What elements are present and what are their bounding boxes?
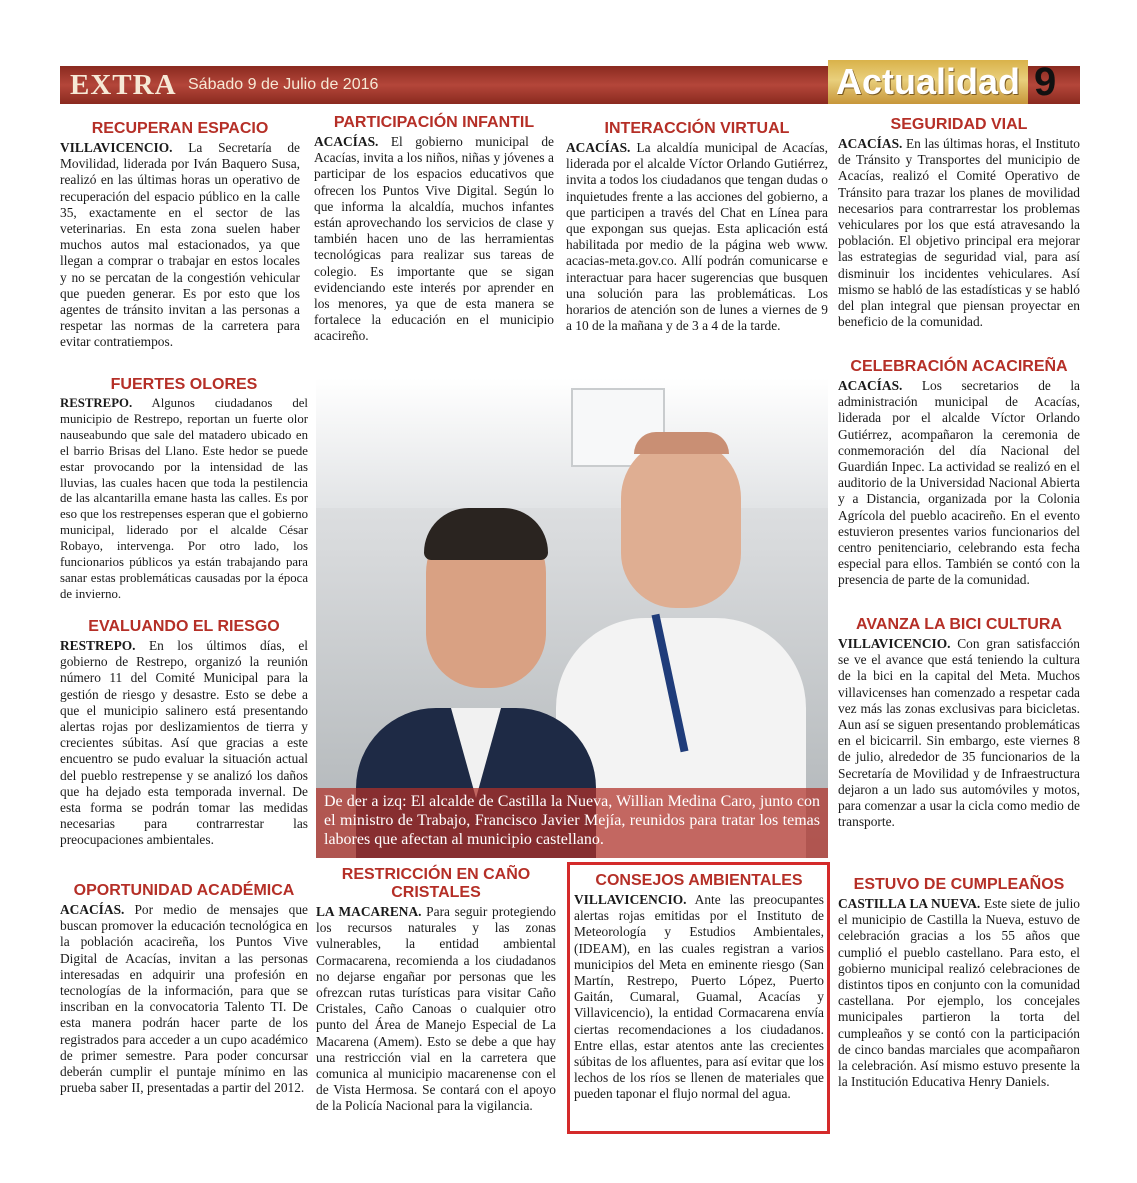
article-dateline: RESTREPO. bbox=[60, 638, 136, 653]
article-dateline: CASTILLA LA NUEVA. bbox=[838, 896, 981, 911]
article-headline: OPORTUNIDAD ACADÉMICA bbox=[73, 882, 295, 899]
article-body bbox=[838, 896, 1080, 1090]
article-body bbox=[838, 636, 1080, 830]
article-text: En los últimos días, el gobierno de Restrepo, organizó la reunión número 11 del Comité Municipal para la gestión de riesgo y desastre. Esto se debe a que el municipio salinero está presentando alertas rojas por deslizamientos de tierra y crecientes súbitas. Así que gracias a este encuentro se pudo evaluar la situación actual del pueblo restrepense y se analizó los daños que ha dejado esta temporada invernal. De esta forma se podrán tomar las medidas necesarias para contrarrestar las preocupaciones ambientales. bbox=[60, 638, 308, 848]
article-body bbox=[60, 396, 308, 603]
article-text: Por medio de mensajes que buscan promover la educación tecnológica en la población acacireña, los Puntos Vive Digital de Acacías, invitan a las personas interesadas en adquirir una profesión en tecnologías de la información, para que se inscriban en la convocatoria Talento TI. De esta manera podrán hacer parte de los registrados para acceder a un cupo académico de primer semestre. Para poder concursar deberán cumplir el puntaje mínimo en las prueba saber II, presentadas a partir del 2012. bbox=[60, 902, 308, 1096]
article-dateline: ACACÍAS. bbox=[566, 140, 631, 155]
article-dateline: ACACÍAS. bbox=[314, 134, 379, 149]
article-body bbox=[60, 140, 300, 351]
article-estuvo-cumpleanos bbox=[838, 876, 1080, 1090]
article-restriccion-cano-cristales bbox=[316, 866, 556, 1115]
article-body bbox=[60, 638, 308, 849]
article-dateline: ACACÍAS. bbox=[60, 902, 125, 917]
article-text: Algunos ciudadanos del municipio de Restrepo, reportan un fuerte olor nauseabundo que sale del matadero ubicado en el barrio Brisas del Llano. Este hedor se puede estar provocando por la intensidad de las lluvias, las cuales hacen que toda la pestilencia de las alcantarilla emane hasta las calles. Es por eso que los restrepenses esperan que el gobierno municipal, liderado por el alcalde César Robayo, intervenga. Por otro lado, los funcionarios públicos ya están trabajando para sanar estas problemáticas causadas por la época de invierno. bbox=[60, 396, 308, 601]
photo-person-minister-hair bbox=[634, 432, 729, 454]
article-text: Para seguir protegiendo los recursos naturales y las zonas vulnerables, la entidad ambiental Cormacarena, recomienda a los ciudadanos no dejarse engañar por personas que les ofrezcan rutas turísticas para visitar Caño Cristales, Caño Canoas o cualquier otro punto del Área de Manejo Especial de La Macarena (Amem). Esto se debe a que hay una restricción vial en la carretera que comunica al municipio macarenense con el de Vista Hermosa. Se contará con el apoyo de la Policía Nacional para la vigilancia. bbox=[316, 904, 556, 1114]
article-dateline: VILLAVICENCIO. bbox=[60, 140, 173, 155]
article-body bbox=[60, 902, 308, 1096]
article-bici-cultura bbox=[838, 616, 1080, 830]
article-text: En las últimas horas, el Instituto de Tránsito y Transportes del municipio de Acacías, realizó el Comité Operativo de Tránsito para trazar los planes de movilidad necesarios para contrarrestar los problemas vehiculares por los que está atravesando la población. El objetivo principal era mejorar las estrategias de seguridad vial, para así disminuir los incidentes vehiculares. Así mismo se habló de las estadísticas y se habló del plan integral que piensan proyectar en beneficio de la comunidad. bbox=[838, 136, 1080, 330]
article-text: Los secretarios de la administración municipal de Acacías, liderada por el alcalde Víctor Orlando Gutiérrez, acompañaron la ceremonia de conmemoración del día Nacional del Guardián Inpec. La actividad se realizó en el auditorio de la Universidad Nacional Abierta y a Distancia, organizada por la Colonia Agrícola del pueblo acacireño. En el evento estuvieron presentes varios funcionarios del centro penitenciario, celebrando esta fecha especial para ellos. También se contó con la presencia de parte de la comunidad. bbox=[838, 378, 1080, 588]
article-text: Este siete de julio el municipio de Castilla la Nueva, estuvo de celebración gracias a los 55 años que cumplió el pueblo castellano. Para esto, el gobierno municipal realizó celebraciones de distintos tipos en conjunto con la comunidad castellana. Por ejemplo, los concejales municipales partieron la torta del cumpleaños y se contó con la participación de cinco bandas marciales que acompañaron la celebración. Así mismo estuvo presente la la Institución Educativa Henry Daniels. bbox=[838, 896, 1080, 1090]
page-number: 9 bbox=[1034, 60, 1057, 104]
article-headline: ESTUVO DE CUMPLEAÑOS bbox=[853, 876, 1065, 893]
section-title: Actualidad bbox=[836, 61, 1021, 102]
article-evaluando-riesgo bbox=[60, 618, 308, 849]
article-headline: AVANZA LA BICI CULTURA bbox=[856, 616, 1062, 633]
article-headline: EVALUANDO EL RIESGO bbox=[88, 618, 280, 635]
article-celebracion-acacirena bbox=[838, 358, 1080, 589]
article-fuertes-olores bbox=[60, 376, 308, 603]
photo-person-minister-head bbox=[621, 438, 741, 608]
article-dateline: RESTREPO. bbox=[60, 396, 133, 410]
article-body bbox=[314, 134, 554, 345]
article-headline: INTERACCIÓN VIRTUAL bbox=[604, 120, 790, 137]
article-seguridad-vial bbox=[838, 116, 1080, 330]
article-body bbox=[574, 892, 824, 1103]
article-dateline: ACACÍAS. bbox=[838, 378, 903, 393]
article-body bbox=[838, 136, 1080, 330]
article-text: Ante las preocupantes alertas rojas emitidas por el Instituto de Meteorología y Estudios Ambientales, (IDEAM), en las cuales registran a varios municipios del Meta en eminente riesgo (San Martín, Restrepo, Puerto López, Puerto Gaitán, Cumaral, Guamal, Acacías y Villavicencio), la entidad Cormacarena envía ciertas recomendaciones a los ciudadanos. Entre ellas, estar atentos ante las crecientes súbitas de los afluentes, para así evitar que los lechos de los ríos se llenen de materiales que pueden taponar el flujo normal del agua. bbox=[574, 892, 824, 1102]
article-participacion-infantil bbox=[314, 114, 554, 345]
article-text: Con gran satisfacción se ve el avance que está teniendo la cultura de la bici en la capital del Meta. Muchos villavicenses han comenzado a respetar cada vez más las zonas exclusivas para bicicletas. Aun así se siguen presentando problemáticas en el bicicarril. Sin embargo, este viernes 8 de julio, alrededor de 35 funcionarios de la Secretaría de Movilidad y de Infraestructura dejaron a un lado sus automóviles y motos, para comenzar a usar la cicla como medio de transporte. bbox=[838, 636, 1080, 830]
issue-date: Sábado 9 de Julio de 2016 bbox=[188, 76, 379, 93]
photo-person-mayor-hair bbox=[424, 508, 548, 560]
article-dateline: VILLAVICENCIO. bbox=[838, 636, 951, 651]
article-headline: RESTRICCIÓN EN CAÑO CRISTALES bbox=[341, 866, 531, 901]
article-headline: PARTICIPACIÓN INFANTIL bbox=[333, 114, 535, 131]
article-headline: RECUPERAN ESPACIO bbox=[91, 120, 269, 137]
brand-logo: EXTRA bbox=[70, 69, 177, 101]
article-consejos-ambientales bbox=[574, 872, 824, 1103]
article-recuperan-espacio bbox=[60, 120, 300, 351]
article-headline: CONSEJOS AMBIENTALES bbox=[595, 872, 803, 889]
article-dateline: VILLAVICENCIO. bbox=[574, 892, 687, 907]
article-body bbox=[316, 904, 556, 1115]
article-interaccion-virtual bbox=[566, 120, 828, 334]
article-dateline: ACACÍAS. bbox=[838, 136, 903, 151]
article-body bbox=[838, 378, 1080, 589]
article-body bbox=[566, 140, 828, 334]
article-oportunidad-academica bbox=[60, 882, 308, 1096]
article-headline: SEGURIDAD VIAL bbox=[890, 116, 1028, 133]
article-dateline: LA MACARENA. bbox=[316, 904, 422, 919]
article-text: El gobierno municipal de Acacías, invita a los niños, niñas y jóvenes a participar de los espacios educativos que ofrecen los Puntos Vive Digital. Según lo que informa la alcaldía, muchos infantes están aprovechando los servicios de clase y también hacen uno de las herramientas tecnológicas para realizar sus tareas de colegio. Es importante que se sigan evidenciando este interés por aprender en los menores, ya que de esta manera se fortalece la educación en el municipio acacireño. bbox=[314, 134, 554, 344]
article-headline: FUERTES OLORES bbox=[110, 376, 258, 393]
article-text: La Secretaría de Movilidad, liderada por Iván Baquero Susa, realizó en las últimas horas un operativo de recuperación del espacio público en la calle 35, exactamente en el sector de las veterinarias. En esta zona suelen haber muchos autos mal estacionados, ya que llegan a comprar o trabajar en estos locales y no se percatan de la congestión vehicular que pueden generar. Es por esto que los agentes de tránsito invitan a las personas a respetar las normas de la carretera para evitar contratiempos. bbox=[60, 140, 300, 350]
article-headline: CELEBRACIÓN ACACIREÑA bbox=[850, 358, 1068, 375]
news-photo bbox=[316, 378, 828, 858]
photo-caption: De der a izq: El alcalde de Castilla la Nueva, Willian Medina Caro, junto con el ministro de Trabajo, Francisco Javier Mejía, reunidos para tratar los temas labores que afectan al municipio castellano. bbox=[316, 788, 828, 858]
article-text: La alcaldía municipal de Acacías, liderada por el alcalde Víctor Orlando Gutiérrez, invita a todos los ciudadanos que tengan dudas o inquietudes frente a las acciones del gobierno, a que participen a través del Chat en Línea para que expongan sus quejas. Esta aplicación está habilitada por medio de la página web www. acacias-meta.gov.co. Allí podrán comunicarse e interactuar para hacer sugerencias que busquen una solución para las problemáticas. Los horarios de atención son de lunes a viernes de 9 a 10 de la mañana y de 3 a 4 de la tarde. bbox=[566, 140, 828, 334]
